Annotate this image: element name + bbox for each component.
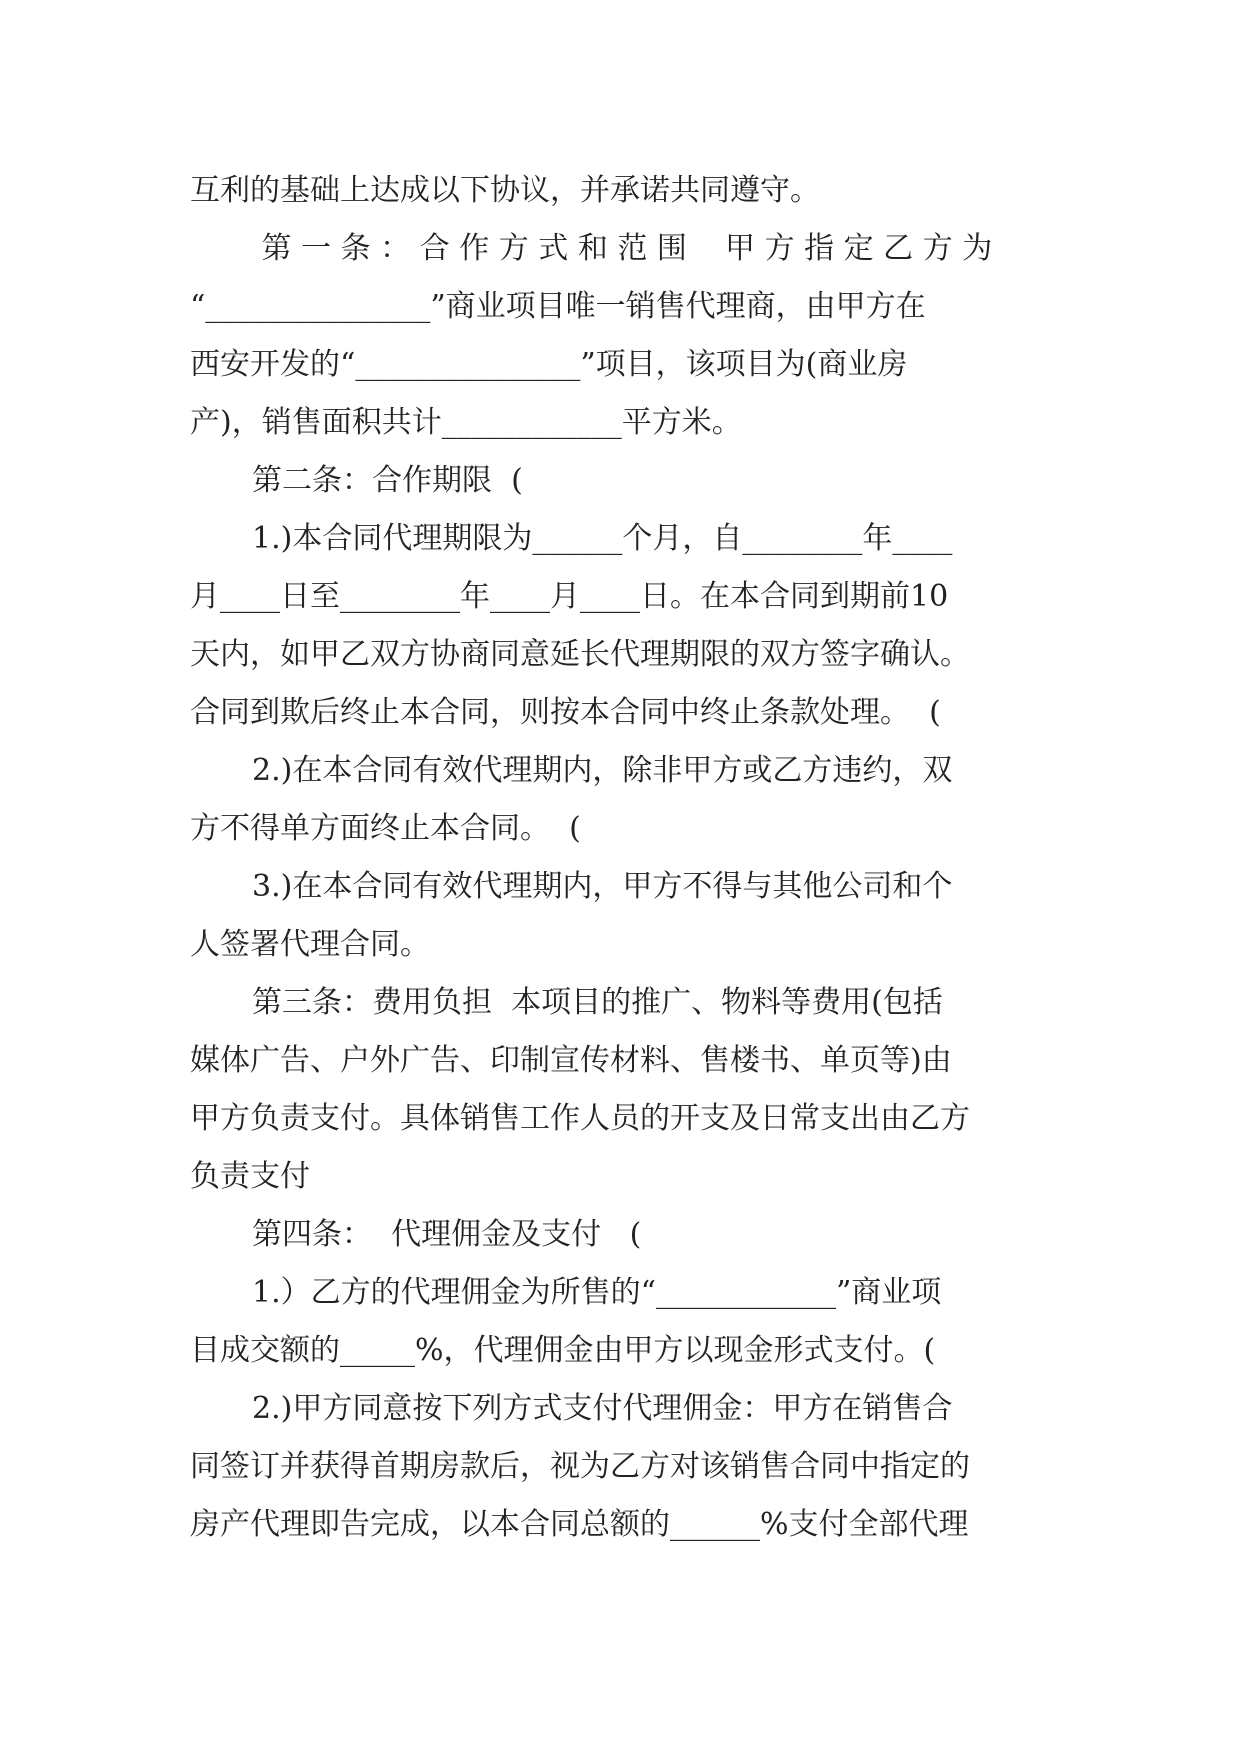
text-line: 2.)甲方同意按下列方式支付代理佣金：甲方在销售合 <box>252 1391 953 1426</box>
text-line: 互利的基础上达成以下协议，并承诺共同遵守。 <box>190 173 820 208</box>
contract-text-body <box>190 162 1070 1554</box>
text-line: 媒体广告、户外广告、印制宣传材料、售楼书、单页等)由 <box>190 1043 952 1078</box>
text-line: 第四条： 代理佣金及支付 ( <box>252 1217 642 1252</box>
text-line: 月____日至________年____月____日。在本合同到期前10 <box>190 579 949 614</box>
text-line: 3.)在本合同有效代理期内，甲方不得与其他公司和个 <box>252 869 953 904</box>
text-line: 2.)在本合同有效代理期内，除非甲方或乙方违约，双 <box>252 753 953 788</box>
text-line: 甲方负责支付。具体销售工作人员的开支及日常支出由乙方 <box>190 1101 970 1136</box>
text-line: 1.）乙方的代理佣金为所售的“____________”商业项 <box>252 1275 942 1310</box>
text-line: 合同到欺后终止本合同，则按本合同中终止条款处理。 ( <box>190 695 941 730</box>
text-line: 天内，如甲乙双方协商同意延长代理期限的双方签字确认。 <box>190 637 970 672</box>
text-line: 第三条：费用负担 本项目的推广、物料等费用(包括 <box>252 985 943 1020</box>
text-line: 1.)本合同代理期限为______个月，自________年____ <box>252 521 953 556</box>
text-line: 人签署代理合同。 <box>190 927 430 962</box>
text-line: 第二条：合作期限 ( <box>252 463 523 498</box>
text-line: 负责支付 <box>190 1159 310 1194</box>
text-line: 第 一 条 ： 合 作 方 式 和 范 围 甲 方 指 定 乙 方 为 <box>252 231 993 266</box>
text-line: 方不得单方面终止本合同。 ( <box>190 811 581 846</box>
text-line: 同签订并获得首期房款后，视为乙方对该销售合同中指定的 <box>190 1449 970 1484</box>
text-line: 房产代理即告完成，以本合同总额的______%支付全部代理 <box>190 1507 969 1542</box>
text-line: 西安开发的“_______________”项目，该项目为(商业房 <box>190 347 908 382</box>
text-line: “_______________”商业项目唯一销售代理商，由甲方在 <box>190 289 926 324</box>
text-line: 产)，销售面积共计____________平方米。 <box>190 405 742 440</box>
text-line: 目成交额的_____%，代理佣金由甲方以现金形式支付。( <box>190 1333 936 1368</box>
